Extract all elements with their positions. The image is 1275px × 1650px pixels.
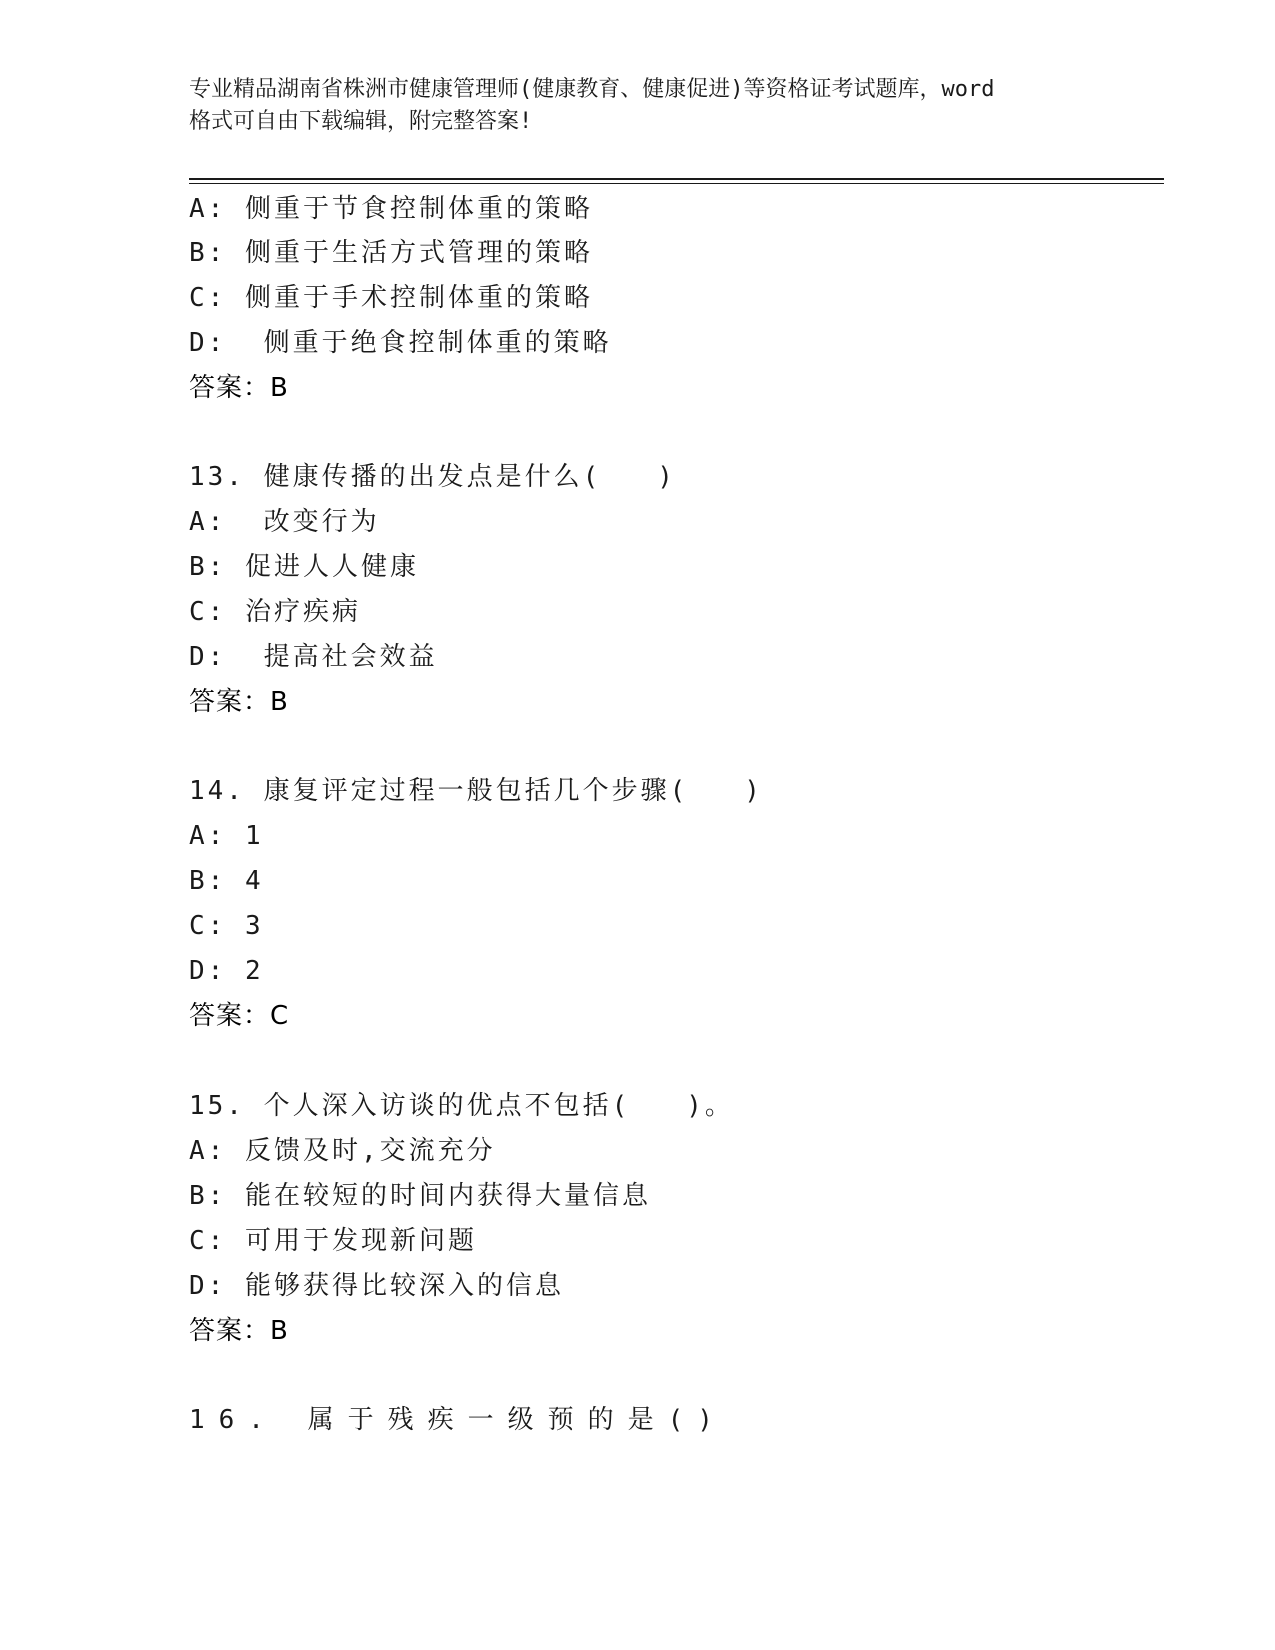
q15-option-c: C: 可用于发现新问题 [189,1226,477,1256]
q13-option-d: D: 提高社会效益 [189,642,438,672]
q15-answer: 答案：B [189,1316,289,1346]
q12-option-d: D: 侧重于绝食控制体重的策略 [189,328,612,358]
q15-option-b: B: 能在较短的时间内获得大量信息 [189,1181,651,1211]
q14-option-b: B: 4 [189,866,264,896]
q14-answer: 答案：C [189,1001,290,1031]
q12-option-a: A: 侧重于节食控制体重的策略 [189,194,593,224]
q12-option-b: B: 侧重于生活方式管理的策略 [189,238,593,268]
header-divider-thin [189,183,1164,184]
q13-stem: 13. 健康传播的出发点是什么( ) [189,462,676,492]
q12-option-c: C: 侧重于手术控制体重的策略 [189,283,593,313]
q15-stem: 15. 个人深入访谈的优点不包括( )。 [189,1091,734,1121]
q14-option-c: C: 3 [189,911,264,941]
header-line-1: 专业精品湖南省株洲市健康管理师(健康教育、健康促进)等资格证考试题库，word [189,77,995,102]
q14-stem: 14. 康复评定过程一般包括几个步骤( ) [189,776,763,806]
q14-option-d: D: 2 [189,956,264,986]
q16-stem: 16. 属于残疾一级预的是() [189,1405,727,1435]
header-divider-thick [189,178,1164,180]
q13-option-a: A: 改变行为 [189,507,380,537]
q13-answer: 答案：B [189,687,289,717]
q14-option-a: A: 1 [189,821,264,851]
q15-option-a: A: 反馈及时,交流充分 [189,1136,496,1166]
document-header [189,74,1089,138]
q13-option-b: B: 促进人人健康 [189,552,419,582]
q12-answer: 答案：B [189,373,289,403]
q13-option-c: C: 治疗疾病 [189,597,361,627]
header-line-2: 格式可自由下载编辑，附完整答案! [189,109,533,134]
q15-option-d: D: 能够获得比较深入的信息 [189,1271,564,1301]
